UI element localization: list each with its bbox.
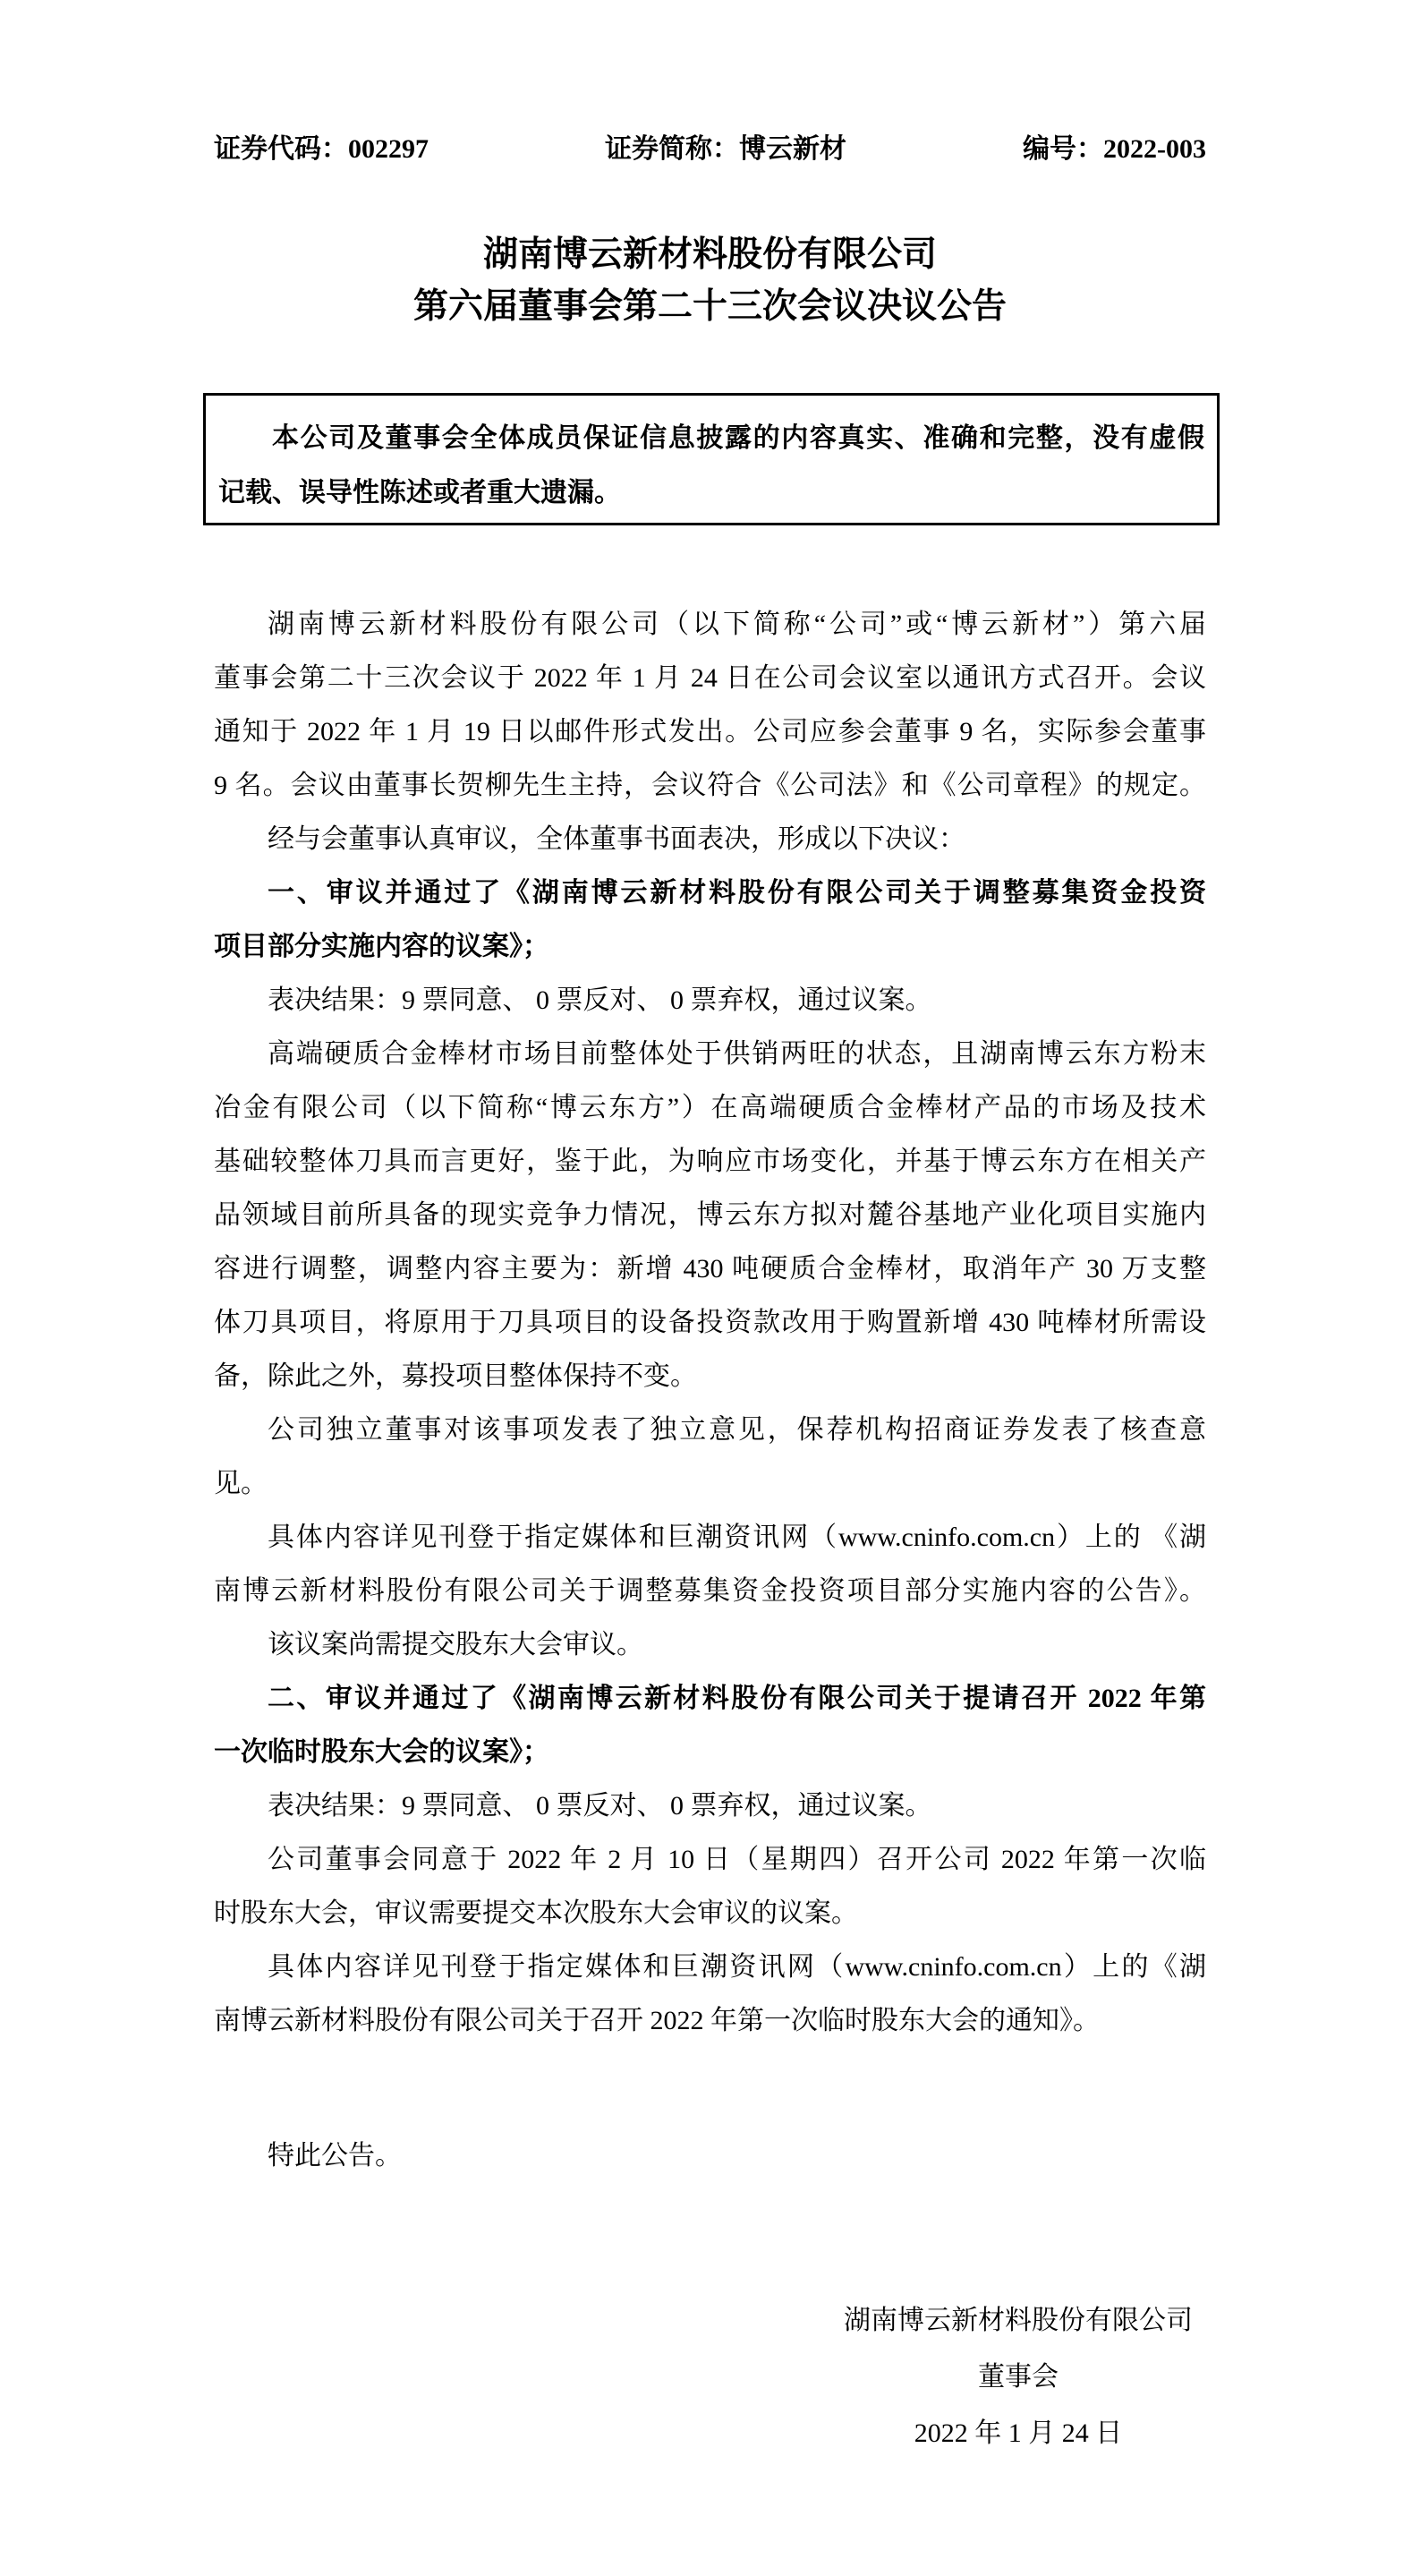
body-line: 见。 xyxy=(214,1469,268,1498)
body-line: 具体内容详见刊登于指定媒体和巨潮资讯网（www.cninfo.com.cn）上的《湖 xyxy=(268,1952,1206,1982)
closing-line: 特此公告。 xyxy=(268,2141,402,2171)
document-header xyxy=(214,130,1206,169)
signature-block xyxy=(830,2292,1206,2461)
body-line: 备，除此之外，募投项目整体保持不变。 xyxy=(214,1361,697,1391)
stock-code: 证券代码：002297 xyxy=(214,134,429,164)
body-line: 品领域目前所具备的现实竞争力情况，博云东方拟对麓谷基地产业化项目实施内 xyxy=(214,1200,1206,1230)
document-body xyxy=(214,598,1206,2048)
stock-short-name: 证券简称：博云新材 xyxy=(605,134,846,164)
body-line: 具体内容详见刊登于指定媒体和巨潮资讯网（www.cninfo.com.cn）上的 《湖 xyxy=(268,1523,1206,1552)
body-line: 时股东大会，审议需要提交本次股东大会审议的议案。 xyxy=(214,1898,858,1928)
body-line: 董事会第二十三次会议于 2022 年 1 月 24 日在公司会议室以通讯方式召开。会议 xyxy=(214,663,1206,693)
meeting-resolution-title: 第六届董事会第二十三次会议决议公告 xyxy=(412,287,1007,326)
body-line: 该议案尚需提交股东大会审议。 xyxy=(268,1630,643,1659)
body-line: 公司董事会同意于 2022 年 2 月 10 日（星期四）召开公司 2022 年第一次临 xyxy=(268,1845,1206,1874)
body-line: 高端硬质合金棒材市场目前整体处于供销两旺的状态，且湖南博云东方粉末 xyxy=(268,1039,1206,1069)
company-title: 湖南博云新材料股份有限公司 xyxy=(482,235,937,274)
notice-line: 本公司及董事会全体成员保证信息披露的内容真实、准确和完整，没有虚假 xyxy=(272,423,1204,453)
signature-date: 2022 年 1 月 24 日 xyxy=(914,2418,1123,2448)
body-line: 冶金有限公司（以下简称“博云东方”）在高端硬质合金棒材产品的市场及技术 xyxy=(214,1093,1206,1122)
body-line: 一次临时股东大会的议案》； xyxy=(214,1737,549,1767)
body-line: 南博云新材料股份有限公司关于召开 2022 年第一次临时股东大会的通知》。 xyxy=(214,2006,1100,2035)
body-line: 公司独立董事对该事项发表了独立意见，保荐机构招商证券发表了核查意 xyxy=(268,1415,1206,1445)
body-line: 基础较整体刀具而言更好，鉴于此，为响应市场变化，并基于博云东方在相关产 xyxy=(214,1147,1206,1176)
disclosure-notice-box xyxy=(203,393,1220,525)
body-line: 表决结果：9 票同意、 0 票反对、 0 票弃权，通过议案。 xyxy=(268,1791,932,1821)
body-line: 二、审议并通过了《湖南博云新材料股份有限公司关于提请召开 2022 年第 xyxy=(268,1684,1206,1713)
body-line: 经与会董事认真审议，全体董事书面表决，形成以下决议： xyxy=(268,824,965,854)
body-line: 一、审议并通过了《湖南博云新材料股份有限公司关于调整募集资金投资 xyxy=(268,878,1206,908)
signature-board: 董事会 xyxy=(978,2362,1059,2392)
signature-company: 湖南博云新材料股份有限公司 xyxy=(844,2306,1193,2335)
body-line: 容进行调整，调整内容主要为：新增 430 吨硬质合金棒材，取消年产 30 万支整 xyxy=(214,1254,1206,1284)
body-line: 湖南博云新材料股份有限公司（以下简称“公司”或“博云新材”）第六届 xyxy=(268,610,1206,639)
body-line: 体刀具项目，将原用于刀具项目的设备投资款改用于购置新增 430 吨棒材所需设 xyxy=(214,1308,1206,1337)
notice-line: 记载、误导性陈述或者重大遗漏。 xyxy=(218,478,621,508)
body-line: 表决结果：9 票同意、 0 票反对、 0 票弃权，通过议案。 xyxy=(268,985,932,1015)
body-line: 项目部分实施内容的议案》； xyxy=(214,932,549,961)
body-line: 南博云新材料股份有限公司关于调整募集资金投资项目部分实施内容的公告》。 xyxy=(214,1576,1206,1606)
body-line: 9 名。会议由董事长贺柳先生主持，会议符合《公司法》和《公司章程》的规定。 xyxy=(214,771,1206,800)
announcement-number: 编号：2022-003 xyxy=(1023,134,1206,164)
body-line: 通知于 2022 年 1 月 19 日以邮件形式发出。公司应参会董事 9 名，实际参会董事 xyxy=(214,717,1206,746)
